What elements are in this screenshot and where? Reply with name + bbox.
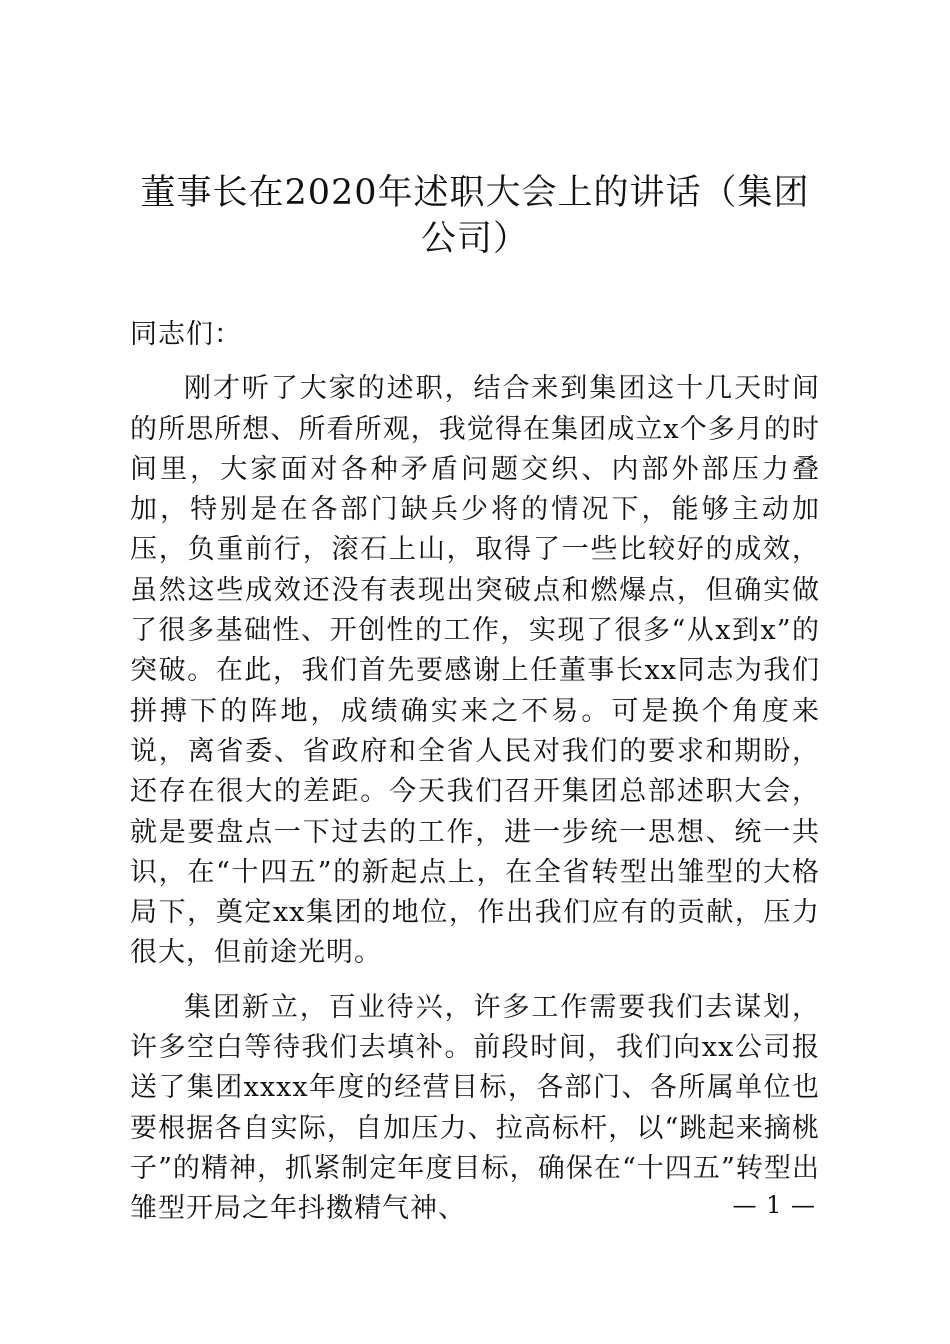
document-title: 董事长在2020年述职大会上的讲话（集团公司） <box>140 173 810 259</box>
document-body <box>130 315 820 1230</box>
paragraph-1: 刚才听了大家的述职，结合来到集团这十几天时间的所思所想、所看所观，我觉得在集团成立x个多月的时间里，大家面对各种矛盾问题交织、内部外部压力叠加，特别是在各部门缺兵少将的情况下，能够主动加压，负重前行，滚石上山，取得了一些比较好的成效，虽然这些成效还没有表现出突破点和燃爆点，但确实做了很多基础性、开创性的工作，实现了很多“从x到x”的突破。在此，我们首先要感谢上任董事长xx同志为我们拼搏下的阵地，成绩确实来之不易。可是换个角度来说，离省委、省政府和全省人民对我们的要求和期盼，还存在很大的差距。今天我们召开集团总部述职大会，就是要盘点一下过去的工作，进一步统一思想、统一共识，在“十四五”的新起点上，在全省转型出雏型的大格局下，奠定xx集团的地位，作出我们应有的贡献，压力很大，但前途光明。 <box>130 373 820 969</box>
page-number: — 1 — <box>732 1191 816 1219</box>
greeting: 同志们： <box>130 319 242 350</box>
paragraph-2: 集团新立，百业待兴，许多工作需要我们去谋划，许多空白等待我们去填补。前段时间，我们向xx公司报送了集团xxxx年度的经营目标，各部门、各所属单位也要根据各自实际，自加压力、拉高标杆，以“跳起来摘桃子”的精神，抓紧制定年度目标，确保在“十四五”转型出雏型开局之年抖擞精气神、 <box>130 991 820 1225</box>
